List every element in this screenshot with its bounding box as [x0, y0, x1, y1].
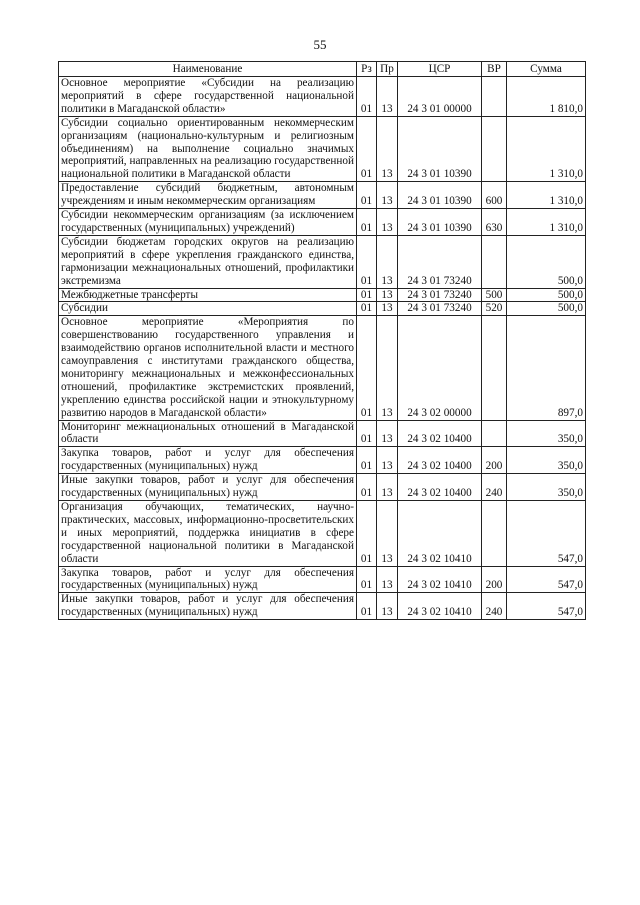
row-pr: 13 — [377, 447, 398, 474]
row-rz: 01 — [357, 77, 377, 117]
row-rz: 01 — [357, 288, 377, 302]
row-rz: 01 — [357, 501, 377, 567]
row-pr: 13 — [377, 501, 398, 567]
row-rz: 01 — [357, 420, 377, 447]
row-csr: 24 3 01 10390 — [398, 209, 482, 236]
column-header-csr: ЦСР — [398, 62, 482, 77]
column-header-vr: ВР — [482, 62, 507, 77]
row-vr — [482, 501, 507, 567]
row-rz: 01 — [357, 209, 377, 236]
row-sum: 500,0 — [507, 302, 586, 316]
row-pr: 13 — [377, 316, 398, 420]
row-csr: 24 3 01 00000 — [398, 77, 482, 117]
row-vr — [482, 420, 507, 447]
row-name: Субсидии некоммерческим организациям (за исключением государственных (муниципальных) учреждений) — [59, 209, 357, 236]
row-vr: 200 — [482, 566, 507, 593]
row-sum: 897,0 — [507, 316, 586, 420]
table-row — [59, 316, 586, 420]
row-rz: 01 — [357, 235, 377, 288]
row-sum: 350,0 — [507, 447, 586, 474]
row-vr: 500 — [482, 288, 507, 302]
row-csr: 24 3 01 73240 — [398, 235, 482, 288]
row-sum: 1 310,0 — [507, 182, 586, 209]
table-body — [59, 77, 586, 620]
table-row — [59, 77, 586, 117]
row-sum: 547,0 — [507, 566, 586, 593]
row-rz: 01 — [357, 116, 377, 182]
table-row — [59, 593, 586, 620]
row-rz: 01 — [357, 474, 377, 501]
row-pr: 13 — [377, 593, 398, 620]
row-rz: 01 — [357, 302, 377, 316]
row-name: Закупка товаров, работ и услуг для обеспечения государственных (муниципальных) нужд — [59, 566, 357, 593]
row-csr: 24 3 01 73240 — [398, 302, 482, 316]
row-pr: 13 — [377, 77, 398, 117]
row-vr: 600 — [482, 182, 507, 209]
row-sum: 1 810,0 — [507, 77, 586, 117]
row-sum: 350,0 — [507, 474, 586, 501]
table-row — [59, 235, 586, 288]
row-name: Субсидии социально ориентированным некоммерческим организациям (национально-культурным и религиозным объединениям) на выполнение социально значимых мероприятий, направленных на реализацию государственной национальной политики в Магаданской области — [59, 116, 357, 182]
row-rz: 01 — [357, 316, 377, 420]
row-rz: 01 — [357, 182, 377, 209]
column-header-sum: Сумма — [507, 62, 586, 77]
row-rz: 01 — [357, 593, 377, 620]
row-name: Иные закупки товаров, работ и услуг для обеспечения государственных (муниципальных) нужд — [59, 474, 357, 501]
row-csr: 24 3 02 10410 — [398, 501, 482, 567]
row-vr: 240 — [482, 474, 507, 501]
table-row — [59, 288, 586, 302]
row-csr: 24 3 02 10400 — [398, 420, 482, 447]
row-pr: 13 — [377, 182, 398, 209]
row-name: Субсидии бюджетам городских округов на реализацию мероприятий в сфере укрепления гражданского единства, гармонизации межнациональных отношений, профилактики экстремизма — [59, 235, 357, 288]
row-name: Основное мероприятие «Мероприятия по совершенствованию государственного управления и взаимодействию органов исполнительной власти и местного самоуправления с институтами гражданского общества, мониторингу межнациональных и межконфессиональных отношений, профилактике экстремистских проявлений, укреплению единства российской нации и этнокультурному развитию народов в Магаданской области» — [59, 316, 357, 420]
table-row — [59, 116, 586, 182]
row-sum: 547,0 — [507, 593, 586, 620]
row-pr: 13 — [377, 209, 398, 236]
table-row — [59, 420, 586, 447]
row-pr: 13 — [377, 474, 398, 501]
row-name: Мониторинг межнациональных отношений в Магаданской области — [59, 420, 357, 447]
row-sum: 1 310,0 — [507, 116, 586, 182]
row-vr: 630 — [482, 209, 507, 236]
row-name: Иные закупки товаров, работ и услуг для обеспечения государственных (муниципальных) нужд — [59, 593, 357, 620]
row-vr: 200 — [482, 447, 507, 474]
row-sum: 1 310,0 — [507, 209, 586, 236]
header-row — [59, 62, 586, 77]
table-row — [59, 566, 586, 593]
row-pr: 13 — [377, 420, 398, 447]
table-row — [59, 209, 586, 236]
row-sum: 500,0 — [507, 235, 586, 288]
row-name: Основное мероприятие «Субсидии на реализацию мероприятий в сфере государственной национальной политики в Магаданской области» — [59, 77, 357, 117]
row-sum: 547,0 — [507, 501, 586, 567]
row-vr — [482, 316, 507, 420]
row-name: Межбюджетные трансферты — [59, 288, 357, 302]
row-pr: 13 — [377, 116, 398, 182]
row-name: Организация обучающих, тематических, научно-практических, массовых, информационно-просветительских и иных мероприятий, поддержка инициатив в сфере государственной национальной политики в Магаданской области — [59, 501, 357, 567]
row-rz: 01 — [357, 566, 377, 593]
table-row — [59, 302, 586, 316]
row-csr: 24 3 02 10400 — [398, 447, 482, 474]
row-name: Закупка товаров, работ и услуг для обеспечения государственных (муниципальных) нужд — [59, 447, 357, 474]
row-name: Субсидии — [59, 302, 357, 316]
table-row — [59, 501, 586, 567]
row-pr: 13 — [377, 566, 398, 593]
row-vr: 520 — [482, 302, 507, 316]
row-rz: 01 — [357, 447, 377, 474]
row-csr: 24 3 01 10390 — [398, 182, 482, 209]
row-csr: 24 3 01 10390 — [398, 116, 482, 182]
row-pr: 13 — [377, 302, 398, 316]
row-sum: 350,0 — [507, 420, 586, 447]
row-pr: 13 — [377, 235, 398, 288]
row-name: Предоставление субсидий бюджетным, автономным учреждениям и иным некоммерческим организациям — [59, 182, 357, 209]
row-csr: 24 3 02 10400 — [398, 474, 482, 501]
row-vr — [482, 235, 507, 288]
table-row — [59, 474, 586, 501]
table-header — [59, 62, 586, 77]
row-vr: 240 — [482, 593, 507, 620]
row-csr: 24 3 02 10410 — [398, 566, 482, 593]
table-row — [59, 447, 586, 474]
column-header-pr: Пр — [377, 62, 398, 77]
table-row — [59, 182, 586, 209]
row-pr: 13 — [377, 288, 398, 302]
row-sum: 500,0 — [507, 288, 586, 302]
row-csr: 24 3 02 10410 — [398, 593, 482, 620]
row-csr: 24 3 01 73240 — [398, 288, 482, 302]
budget-table — [58, 61, 586, 620]
page-number: 55 — [313, 37, 327, 52]
row-vr — [482, 116, 507, 182]
row-vr — [482, 77, 507, 117]
column-header-name: Наименование — [59, 62, 357, 77]
row-csr: 24 3 02 00000 — [398, 316, 482, 420]
column-header-rz: Рз — [357, 62, 377, 77]
